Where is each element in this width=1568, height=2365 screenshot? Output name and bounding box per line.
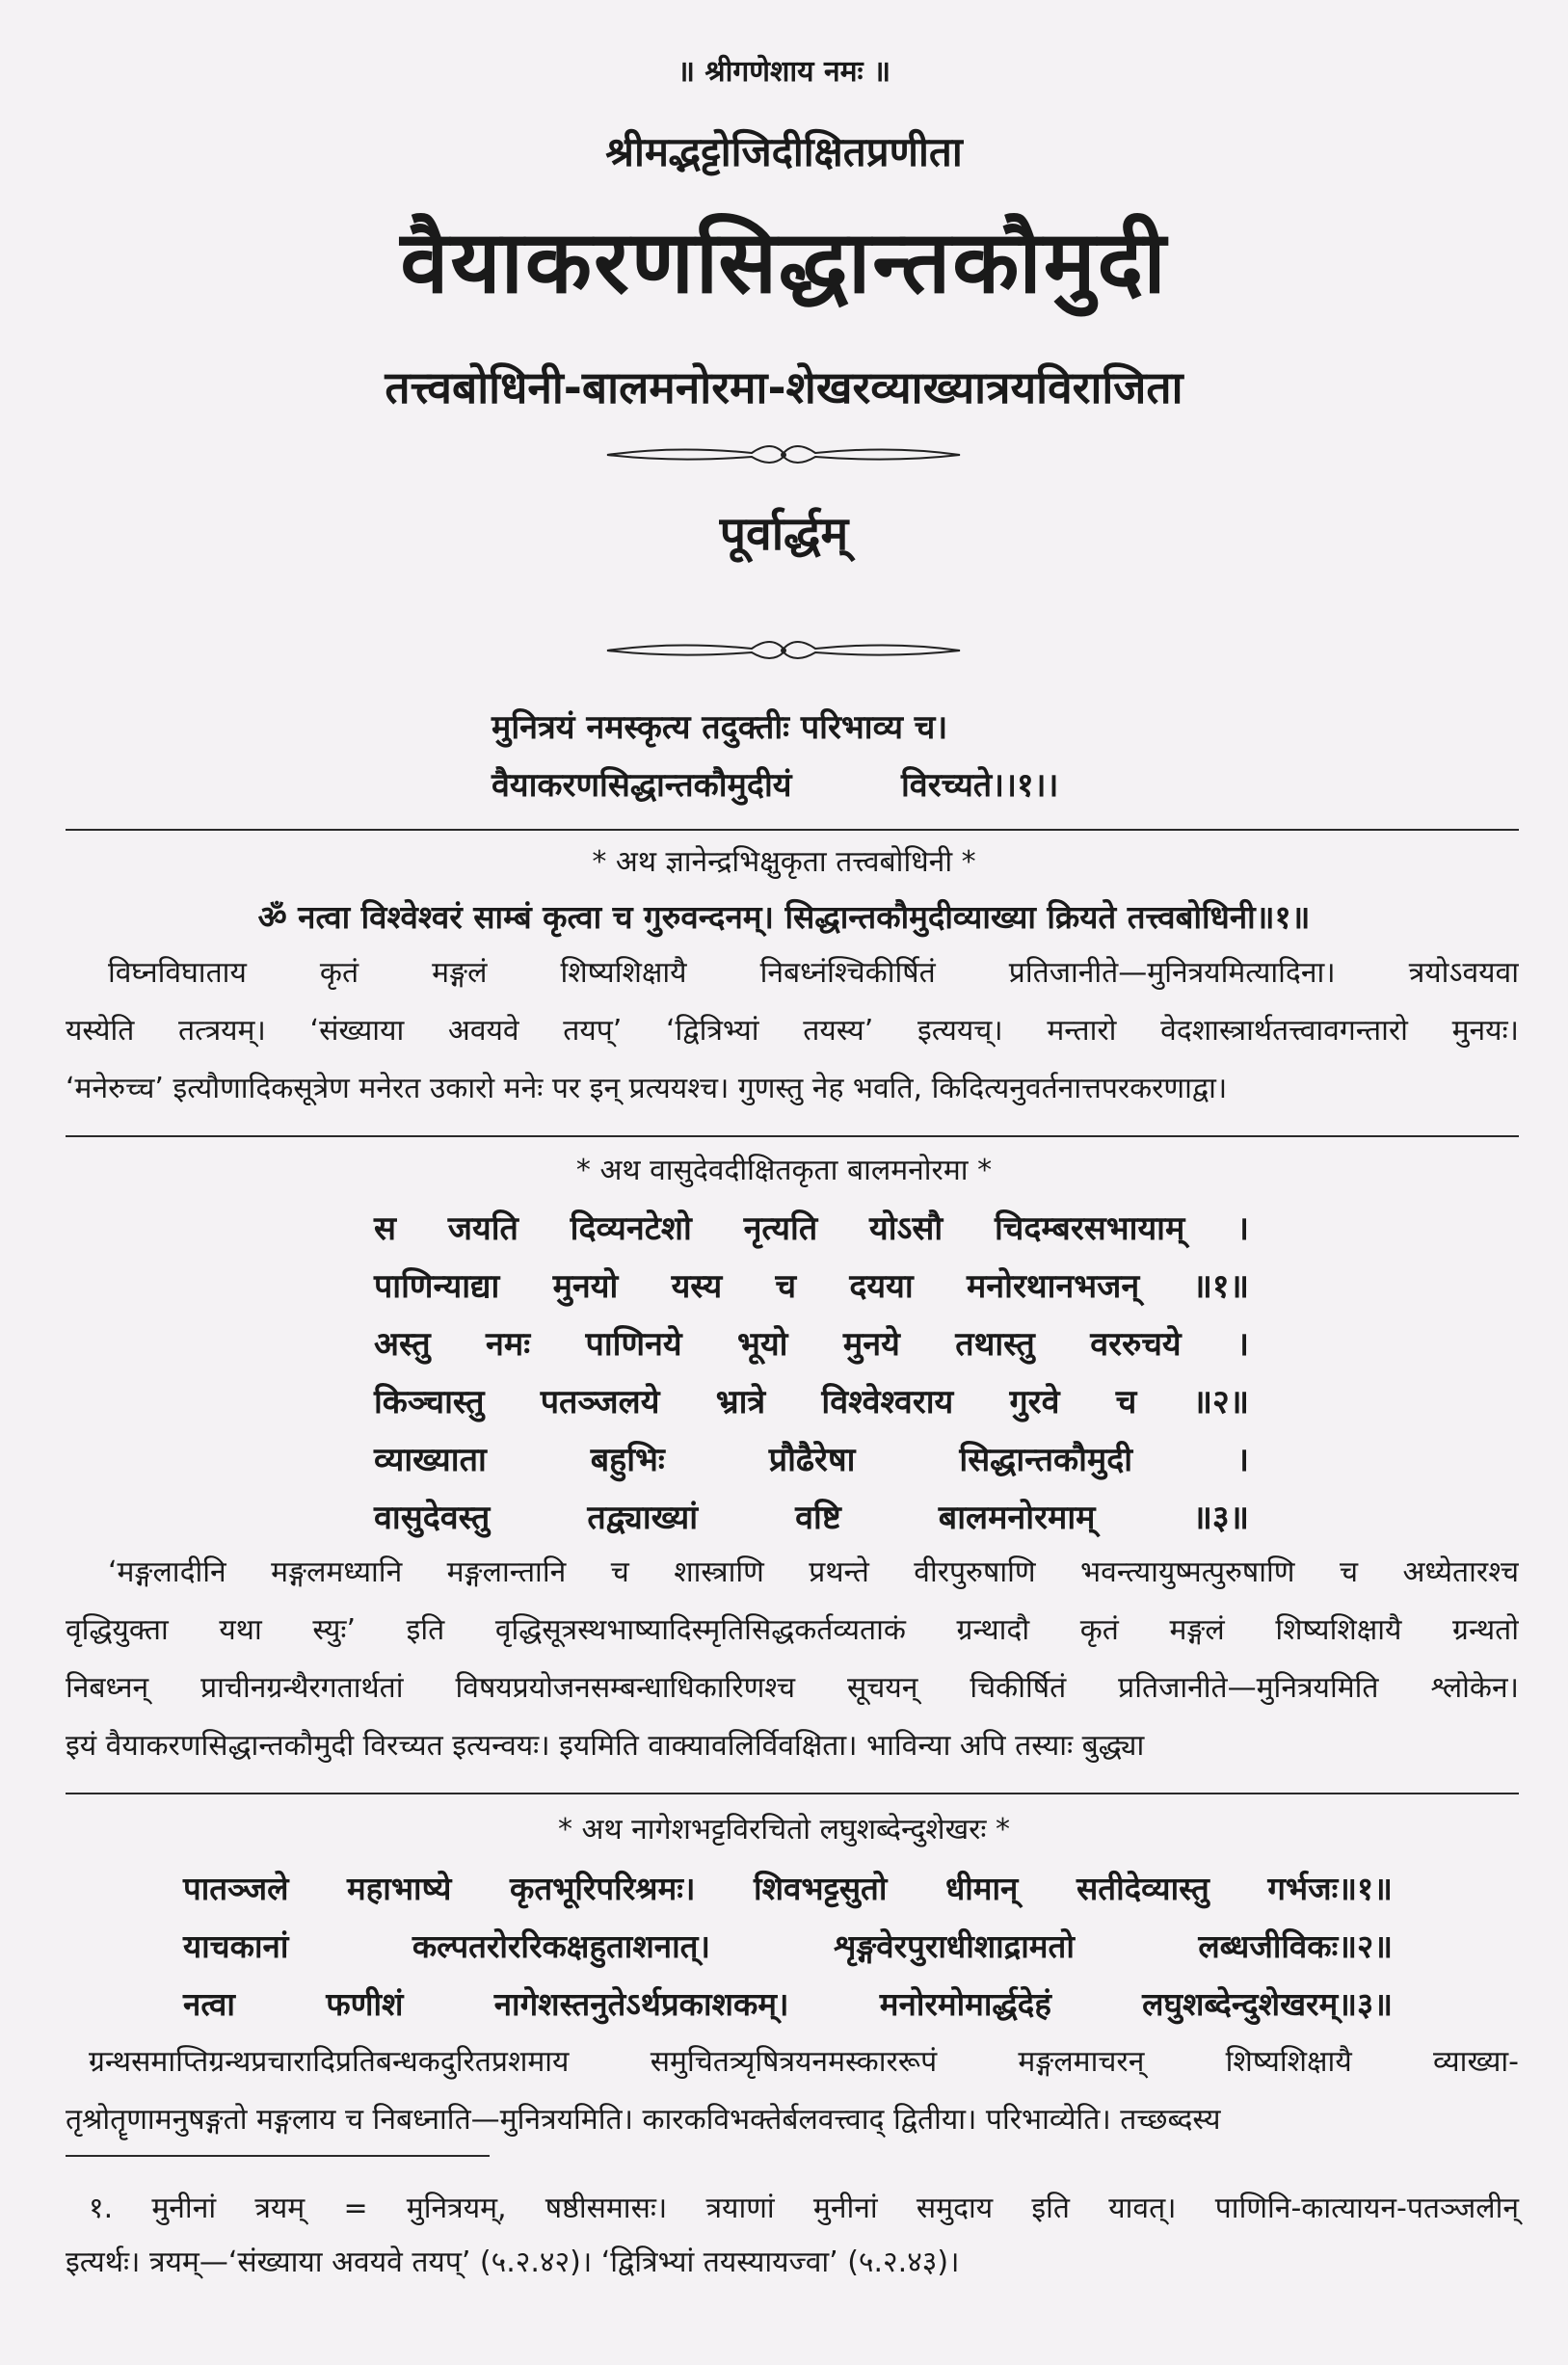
verse-word: नत्वा	[183, 1985, 235, 2023]
verse-word: सतीदेव्यास्तु	[1076, 1870, 1209, 1907]
ornament-divider-bottom	[0, 631, 1568, 670]
verse-line	[374, 1315, 1249, 1373]
tattvabodhini-verse: ॐ नत्वा विश्वेश्वरं साम्बं कृत्वा च गुरुवन्दनम्। सिद्धान्तकौमुदीव्याख्या क्रियते तत्त्वबोधिनी॥१॥	[257, 898, 1311, 936]
text-line: इयं वैयाकरणसिद्धान्तकौमुदी विरच्यत इत्यन्वयः। इयमिति वाक्यावलिर्विवक्षिता। भाविन्या अपि तस्याः बुद्ध्या	[66, 1729, 1145, 1763]
verse-word: योऽसौ	[868, 1209, 943, 1248]
balamanorama-commentary	[66, 1544, 1519, 1775]
mula-verse-line-2a: वैयाकरणसिद्धान्तकौमुदीयं	[492, 766, 792, 805]
shekhara-heading: * अथ नागेशभट्टविरचितो लघुशब्देन्दुशेखरः *	[558, 1813, 1010, 1847]
verse-word: दयया	[849, 1267, 914, 1306]
verse-word: पाणिनये	[585, 1325, 682, 1364]
verse-word: यस्य	[671, 1267, 723, 1306]
verse-line	[374, 1373, 1249, 1431]
text-line: निबध्नन् प्राचीनग्रन्थैरगतार्थतां विषयप्रयोजनसम्बन्धाधिकारिणश्च सूचयन् चिकीर्षितं प्रतिजानीते—मुनित्रयमिति श्लोकेन।	[66, 1671, 1519, 1705]
verse-word: बहुभिः	[590, 1441, 665, 1479]
verse-word: ।	[1236, 1209, 1249, 1248]
shekhara-verses	[183, 1860, 1393, 2033]
text-line: विघ्नविघाताय कृतं मङ्गलं शिष्यशिक्षायै निबध्नंश्चिकीर्षितं प्रतिजानीते—मुनित्रयमित्यादिना। त्रयोऽवयवा	[108, 956, 1519, 990]
part-title: पूर्वार्द्धम्	[719, 507, 849, 561]
verse-word: मुनयो	[552, 1267, 619, 1306]
verse-word: मनोरमोमार्द्धदेहं	[879, 1985, 1051, 2023]
text-line: ग्रन्थसमाप्तिग्रन्थप्रचारादिप्रतिबन्धकदुरितप्रशमाय समुचितत्र्यृषित्रयनमस्काररूपं मङ्गलमाचरन् शिष्यशिक्षायै व्याख्या-	[89, 2045, 1519, 2079]
invocation: ॥ श्रीगणेशाय नमः ॥	[677, 55, 891, 89]
verse-word: पातञ्जले	[183, 1870, 289, 1907]
verse-word: वष्टि	[795, 1499, 841, 1537]
verse-line	[183, 1976, 1393, 2033]
verse-word: कल्पतरोररिकक्षहुताशनात्।	[412, 1927, 710, 1965]
verse-word: मनोरथानभजन्	[966, 1267, 1140, 1306]
author-line: श्रीमद्भट्टोजिदीक्षितप्रणीता	[605, 128, 963, 175]
verse-word: लब्धजीविकः॥२॥	[1198, 1927, 1393, 1965]
mula-verse-line-2b: विरच्यते।।१।।	[901, 766, 1059, 805]
text-line: यस्येति तत्त्रयम्। ‘संख्याया अवयवे तयप्’ ‘द्वित्रिभ्यां तयस्य’ इत्ययच्। मन्तारो वेदशास्त्रार्थतत्त्वावगन्तारो मुनयः।	[66, 1014, 1519, 1048]
verse-word: वररुचये	[1090, 1325, 1182, 1364]
verse-word: चिदम्बरसभायाम्	[994, 1209, 1185, 1248]
section-rule	[66, 1135, 1519, 1137]
verse-word: च	[775, 1267, 797, 1306]
verse-word: ।	[1236, 1325, 1249, 1364]
verse-word: गर्भजः॥१॥	[1267, 1870, 1393, 1907]
ornament-divider-top	[0, 436, 1568, 474]
verse-word: फणीशं	[326, 1985, 404, 2023]
verse-word: अस्तु	[374, 1325, 431, 1364]
verse-word: वासुदेवस्तु	[374, 1499, 491, 1537]
shekhara-commentary	[66, 2033, 1519, 2149]
verse-word: ॥२॥	[1192, 1383, 1249, 1422]
text-line: वृद्धियुक्ता यथा स्युः’ इति वृद्धिसूत्रस्थभाष्यादिस्मृतिसिद्धकर्तव्यताकं ग्रन्थादौ कृतं मङ्गलं शिष्यशिक्षायै ग्रन्थतो	[66, 1613, 1519, 1647]
verse-word: ।	[1236, 1441, 1249, 1479]
verse-word: लघुशब्देन्दुशेखरम्॥३॥	[1142, 1985, 1393, 2023]
text-line: तृश्रोतॄणामनुषङ्गतो मङ्गलाय च निबध्नाति—मुनित्रयमिति। कारकविभक्तेर्बलवत्त्वाद् द्वितीया। परिभाव्येति। तच्छब्दस्य	[66, 2103, 1221, 2137]
verse-word: कृतभूरिपरिश्रमः।	[510, 1870, 696, 1907]
verse-word: सिद्धान्तकौमुदी	[959, 1441, 1133, 1479]
footnote-rule	[66, 2155, 490, 2157]
verse-line	[374, 1431, 1249, 1489]
tattvabodhini-commentary	[66, 944, 1519, 1118]
verse-line	[183, 1860, 1393, 1918]
footnote-line: इत्यर्थः। त्रयम्—‘संख्याया अवयवे तयप्’ (५.२.४२)। ‘द्वित्रिभ्यां तयस्यायज्वा’ (५.२.४३)।	[66, 2245, 960, 2279]
verse-word: किञ्चास्तु	[374, 1383, 485, 1422]
balamanorama-heading: * अथ वासुदेवदीक्षितकृता बालमनोरमा *	[575, 1154, 993, 1187]
verse-word: विश्वेश्वराय	[821, 1383, 954, 1422]
balamanorama-verses	[374, 1200, 1249, 1547]
mula-verse-line-1: मुनित्रयं नमस्कृत्य तदुक्तीः परिभाव्य च।	[492, 708, 948, 747]
subtitle: तत्त्वबोधिनी-बालमनोरमा-शेखरव्याख्यात्रयविराजिता	[385, 361, 1183, 413]
verse-word: भूयो	[737, 1325, 788, 1364]
verse-word: तथास्तु	[955, 1325, 1035, 1364]
verse-word: पतञ्जलये	[540, 1383, 660, 1422]
verse-line	[374, 1489, 1249, 1547]
tattvabodhini-heading: * अथ ज्ञानेन्द्रभिक्षुकृता तत्त्वबोधिनी *	[592, 845, 976, 879]
text-line: ‘मनेरुच्च’ इत्यौणादिकसूत्रेण मनेरत उकारो मनेः पर इन् प्रत्ययश्च। गुणस्तु नेह भवति, किदित्यनुवर्तनात्तपरकरणाद्वा।	[66, 1072, 1228, 1105]
verse-word: महाभाष्ये	[347, 1870, 452, 1907]
verse-word: च	[1115, 1383, 1137, 1422]
verse-word: धीमान्	[944, 1870, 1019, 1907]
verse-word: ॥३॥	[1192, 1499, 1249, 1537]
verse-word: याचकानां	[183, 1927, 289, 1965]
verse-word: नमः	[486, 1325, 531, 1364]
verse-word: शिवभट्टसुतो	[754, 1870, 888, 1907]
verse-word: नागेशस्तनुतेऽर्थप्रकाशकम्।	[493, 1985, 789, 2023]
verse-word: नृत्यति	[743, 1209, 818, 1248]
verse-word: भ्रात्रे	[715, 1383, 766, 1422]
verse-word: जयति	[447, 1209, 518, 1248]
verse-word: बालमनोरमाम्	[938, 1499, 1096, 1537]
footnote-line: १. मुनीनां त्रयम् = मुनित्रयम्, षष्ठीसमासः। त्रयाणां मुनीनां समुदाय इति यावत्। पाणिनि-कात्यायन-पतञ्जलीन्	[89, 2192, 1519, 2225]
verse-line	[374, 1258, 1249, 1315]
verse-word: शृङ्गवेरपुराधीशाद्रामतो	[834, 1927, 1075, 1965]
verse-word: गुरवे	[1009, 1383, 1060, 1422]
verse-word: प्रौढैरेषा	[768, 1441, 856, 1479]
verse-line	[374, 1200, 1249, 1258]
verse-word: पाणिन्याद्या	[374, 1267, 500, 1306]
verse-word: ॥१॥	[1192, 1267, 1249, 1306]
verse-word: मुनये	[842, 1325, 900, 1364]
verse-word: दिव्यनटेशो	[570, 1209, 692, 1248]
verse-word: व्याख्याता	[374, 1441, 487, 1479]
section-rule	[66, 1793, 1519, 1794]
footnote	[66, 2182, 1519, 2290]
verse-word: स	[374, 1209, 396, 1248]
verse-word: तद्व्याख्यां	[587, 1499, 699, 1537]
verse-line	[183, 1918, 1393, 1976]
section-rule	[66, 829, 1519, 831]
page-title: वैयाकरणसिद्धान्तकौमुदी	[400, 212, 1168, 313]
text-line: ‘मङ्गलादीनि मङ्गलमध्यानि मङ्गलान्तानि च शास्त्राणि प्रथन्ते वीरपुरुषाणि भवन्त्यायुष्मत्पुरुषाणि च अध्येतारश्च	[108, 1555, 1519, 1589]
